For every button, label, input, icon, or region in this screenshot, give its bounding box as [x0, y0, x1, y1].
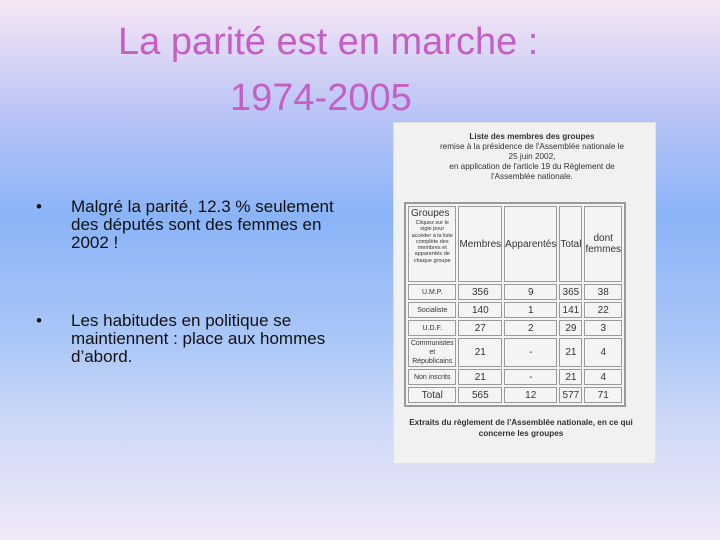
cell-apparentes: 9: [504, 284, 557, 300]
group-link[interactable]: Socialiste: [408, 302, 456, 318]
scanned-document: [394, 123, 655, 463]
group-link[interactable]: Communistes et Républicains: [408, 338, 456, 367]
bullet-marker: •: [36, 197, 42, 216]
table-row: [408, 302, 622, 318]
header-groupes-label: Groupes: [411, 208, 450, 219]
cell-membres: 565: [458, 387, 502, 403]
group-link[interactable]: U.M.P.: [408, 284, 456, 300]
document-heading-line: en application de l'article 19 du Règlement de: [449, 162, 615, 171]
header-apparentes: Apparentés: [504, 206, 557, 282]
bullet-text: Les habitudes en politique se maintiennent : place aux hommes d’abord.: [71, 311, 326, 366]
cell-total: 21: [559, 338, 582, 367]
cell-femmes: 4: [584, 369, 622, 385]
bullet-text: Malgré la parité, 12.3 % seulement des députés sont des femmes en 2002 !: [71, 197, 334, 252]
cell-apparentes: 2: [504, 320, 557, 336]
cell-membres: 356: [458, 284, 502, 300]
cell-femmes: 38: [584, 284, 622, 300]
title-line-1: La parité est en marche :: [118, 21, 539, 63]
cell-membres: 21: [458, 338, 502, 367]
total-label: Total: [408, 387, 456, 403]
cell-total: 577: [559, 387, 582, 403]
cell-total: 365: [559, 284, 582, 300]
group-link[interactable]: U.D.F.: [408, 320, 456, 336]
header-membres: Membres: [458, 206, 502, 282]
cell-apparentes: 1: [504, 302, 557, 318]
header-groupes-note: Cliquez sur le sigle pour accéder à la liste complète des membres et apparentés de chaque groupe: [411, 220, 453, 264]
cell-membres: 140: [458, 302, 502, 318]
group-link[interactable]: Non inscrits: [408, 369, 456, 385]
table-row: [408, 284, 622, 300]
header-groupes: [408, 206, 456, 282]
table-row: [408, 338, 622, 367]
table-row: [408, 369, 622, 385]
cell-femmes: 4: [584, 338, 622, 367]
cell-femmes: 3: [584, 320, 622, 336]
document-heading-line: l'Assemblée nationale.: [491, 172, 573, 181]
table-total-row: [408, 387, 622, 403]
document-heading: [422, 132, 642, 182]
document-heading-line: 25 juin 2002,: [508, 152, 556, 161]
header-total: Total: [559, 206, 582, 282]
groups-table: [404, 202, 626, 407]
cell-membres: 27: [458, 320, 502, 336]
cell-total: 141: [559, 302, 582, 318]
table-header-row: [408, 206, 622, 282]
cell-femmes: 71: [584, 387, 622, 403]
cell-apparentes: -: [504, 338, 557, 367]
title-line-2: 1974-2005: [230, 77, 412, 119]
cell-membres: 21: [458, 369, 502, 385]
table-row: [408, 320, 622, 336]
document-footer-link[interactable]: Extraits du règlement de l'Assemblée nationale, en ce qui concerne les groupes: [409, 418, 633, 438]
cell-femmes: 22: [584, 302, 622, 318]
cell-total: 29: [559, 320, 582, 336]
bullet-marker: •: [36, 311, 42, 330]
document-heading-line: remise à la présidence de l'Assemblée nationale le: [439, 142, 625, 151]
cell-total: 21: [559, 369, 582, 385]
cell-apparentes: -: [504, 369, 557, 385]
header-femmes: dont femmes: [584, 206, 622, 282]
cell-apparentes: 12: [504, 387, 557, 403]
document-heading-title: Liste des membres des groupes: [469, 132, 595, 141]
